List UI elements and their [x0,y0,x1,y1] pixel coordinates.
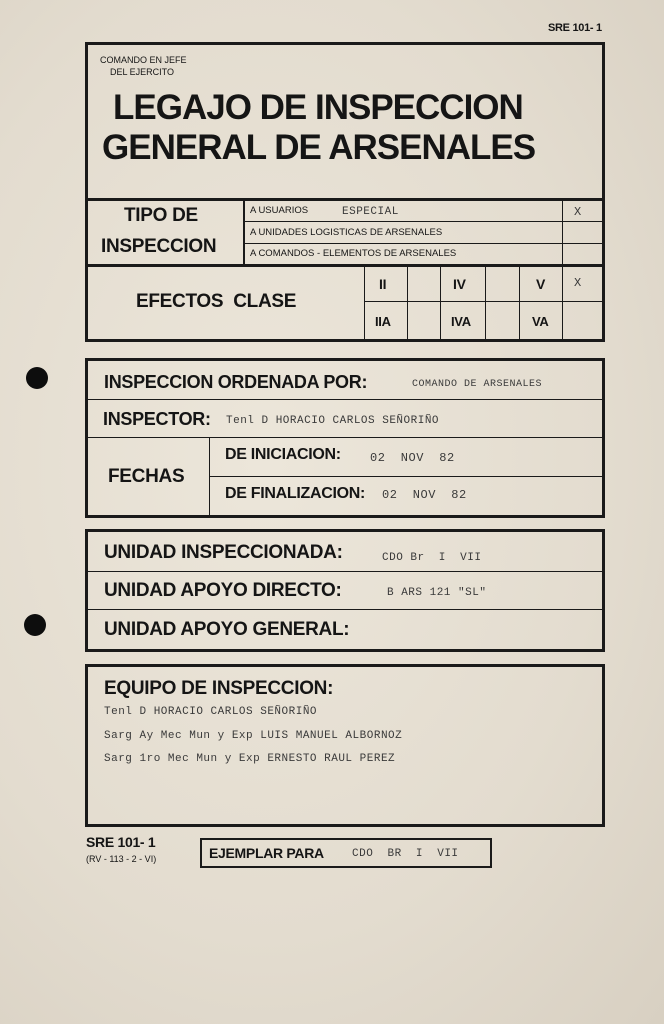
ordenada-label: INSPECCION ORDENADA POR: [104,372,368,392]
divider-efectos-c1 [364,265,365,340]
punch-hole-top [26,367,48,389]
fechas-label: FECHAS [108,466,185,487]
inspector-value: Tenl D HORACIO CARLOS SEÑORIÑO [226,415,440,427]
divider-orden-2 [88,437,603,438]
divider-efectos-c6 [562,265,563,340]
divider-tipo-top [88,198,603,201]
finalizacion-value: 02 NOV 82 [382,488,467,502]
clase-iv: IV [453,276,466,292]
tipo-value-usuarios: ESPECIAL [342,206,399,218]
divider-tipo-row2 [244,243,603,244]
finalizacion-label: DE FINALIZACION: [225,485,366,502]
equipo-member-2: Sarg Ay Mec Mun y Exp LUIS MANUEL ALBORNOZ [104,730,403,742]
divider-efectos-c4 [485,265,486,340]
ordenada-value: COMANDO DE ARSENALES [412,379,543,390]
clase-va: VA [532,314,549,329]
org-line2: DEL EJERCITO [110,67,175,77]
tipo-label-line1: TIPO DE [124,205,198,226]
apoyo-general-label: UNIDAD APOYO GENERAL: [104,619,350,640]
divider-tipo-row1 [244,221,603,222]
tipo-label-line2: INSPECCION [101,236,217,257]
divider-tipo-label [243,199,245,265]
divider-efectos-row [365,301,603,302]
divider-fechas [209,438,210,516]
apoyo-directo-value: B ARS 121 "SL" [387,587,487,599]
inspeccionada-label: UNIDAD INSPECCIONADA: [104,542,343,563]
divider-tipo-mark [562,199,563,265]
divider-efectos-c5 [519,265,520,340]
title-line1: LEGAJO DE INSPECCION [113,88,523,127]
form-code-top: SRE 101- 1 [548,22,602,34]
ejemplar-box [200,838,492,868]
divider-efectos-c2 [407,265,408,340]
efectos-clase-label: EFECTOS CLASE [136,291,297,312]
divider-orden-1 [88,399,603,400]
inspeccionada-value: CDO Br I VII [382,552,482,564]
punch-hole-bottom [24,614,46,636]
iniciacion-value: 02 NOV 82 [370,451,455,465]
footer-subcode: (RV - 113 - 2 - VI) [86,854,157,864]
tipo-option-unidades: A UNIDADES LOGISTICAS DE ARSENALES [250,227,443,238]
divider-unidades-2 [88,609,603,610]
clase-iva: IVA [451,314,471,329]
apoyo-directo-label: UNIDAD APOYO DIRECTO: [104,580,342,601]
footer-code: SRE 101- 1 [86,834,156,850]
tipo-option-usuarios: A USUARIOS [250,205,309,216]
ejemplar-value: CDO BR I VII [352,848,459,860]
equipo-label: EQUIPO DE INSPECCION: [104,678,334,699]
inspector-label: INSPECTOR: [103,409,211,429]
clase-ii: II [379,276,387,292]
divider-orden-3 [210,476,603,477]
divider-efectos-top [88,264,603,267]
divider-efectos-c3 [440,265,441,340]
clase-v: V [536,276,546,292]
divider-unidades-1 [88,571,603,572]
tipo-option-comandos: A COMANDOS - ELEMENTOS DE ARSENALES [250,248,457,259]
equipo-member-3: Sarg 1ro Mec Mun y Exp ERNESTO RAUL PEREZ [104,753,396,765]
title-line2: GENERAL DE ARSENALES [102,128,536,167]
iniciacion-label: DE INICIACION: [225,446,341,463]
clase-iia: IIA [375,314,391,329]
ejemplar-label: EJEMPLAR PARA [209,845,324,861]
equipo-member-1: Tenl D HORACIO CARLOS SEÑORIÑO [104,706,318,718]
org-line1: COMANDO EN JEFE [100,55,187,65]
tipo-mark-usuarios: X [574,205,582,219]
clase-v-mark: X [574,276,582,290]
